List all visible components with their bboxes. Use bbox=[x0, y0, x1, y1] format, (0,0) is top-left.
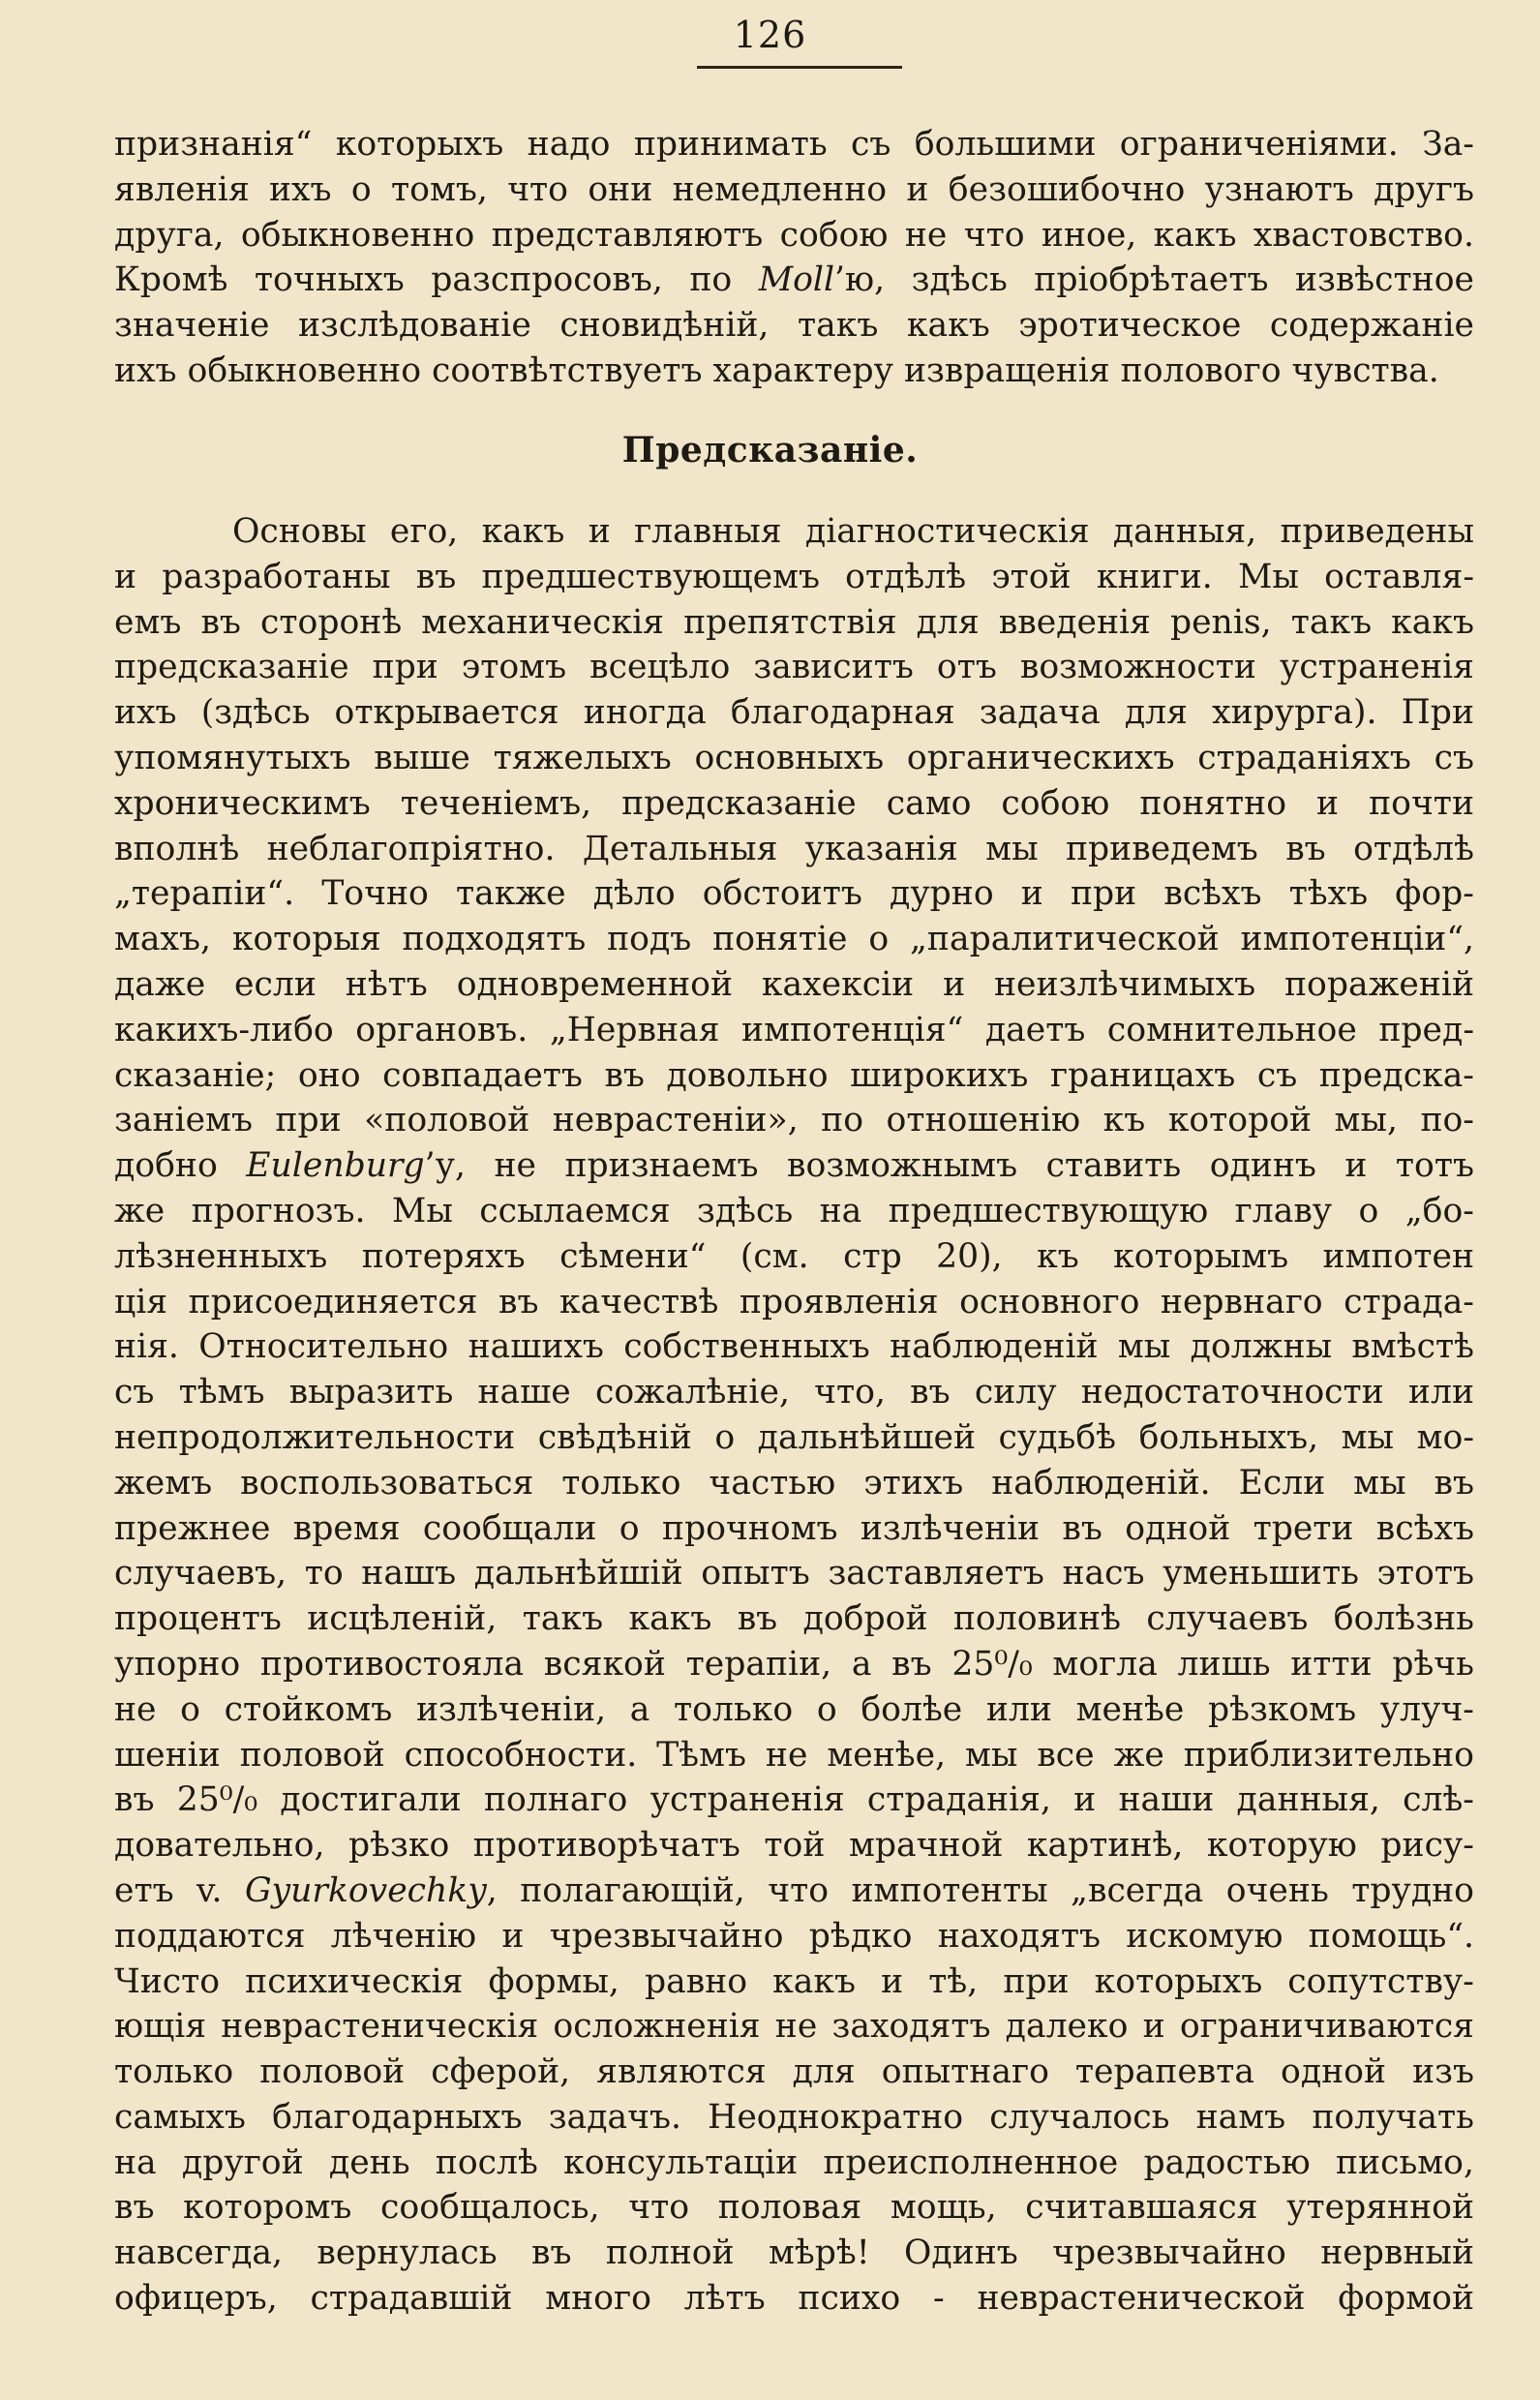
paragraph-2 bbox=[114, 509, 1474, 2322]
text-line: признанія“ которыхъ надо принимать съ большими ограниченіями. За- bbox=[114, 125, 1474, 164]
text-line: не о стойкомъ излѣченіи, а только о болѣе или менѣе рѣзкомъ улуч- bbox=[114, 1689, 1474, 1729]
text-line: процентъ исцѣленій, такъ какъ въ доброй половинѣ случаевъ болѣзнь bbox=[114, 1599, 1474, 1639]
text-line: поддаются лѣченію и чрезвычайно рѣдко находятъ искомую помощь“. bbox=[114, 1916, 1474, 1956]
text-line: ція присоединяется въ качествѣ проявленія основного нервнаго страда- bbox=[114, 1282, 1474, 1322]
text-line: лѣзненныхъ потеряхъ сѣмени“ (см. стр 20), къ которымъ импотен bbox=[114, 1236, 1474, 1276]
text-line: предсказаніе при этомъ всецѣло зависитъ отъ возможности устраненія bbox=[114, 648, 1474, 687]
text-line: Чисто психическія формы, равно какъ и тѣ, при которыхъ сопутству- bbox=[114, 1961, 1474, 2001]
text-line: шеніи половой способности. Тѣмъ не менѣе, мы все же приблизительно bbox=[114, 1735, 1474, 1775]
text-line: довательно, рѣзко противорѣчатъ той мрачной картинѣ, которую рису- bbox=[114, 1826, 1474, 1866]
text-line: ющія неврастеническія осложненія не заходятъ далеко и ограничиваются bbox=[114, 2007, 1474, 2047]
text-line: самыхъ благодарныхъ задачъ. Неоднократно случалось намъ получать bbox=[114, 2097, 1474, 2137]
text-line: Кромѣ точныхъ разспросовъ, по Moll’ю, здѣсь пріобрѣтаетъ извѣстное bbox=[114, 260, 1474, 300]
paragraph-1 bbox=[114, 122, 1474, 394]
text-line: жемъ воспользоваться только частью этихъ наблюденій. Если мы въ bbox=[114, 1463, 1474, 1503]
page-number-rule bbox=[697, 66, 902, 69]
text-line: друга, обыкновенно представляютъ собою не что иное, какъ хвастовство. bbox=[114, 215, 1474, 255]
text-line: етъ v. Gyurkovechky, полагающій, что импотенты „всегда очень трудно bbox=[114, 1870, 1474, 1910]
text-line: ихъ обыкновенно соотвѣтствуетъ характеру извращенія полового чувства. bbox=[114, 350, 1439, 390]
text-line: случаевъ, то нашъ дальнѣйшій опытъ заставляетъ насъ уменьшить этотъ bbox=[114, 1554, 1474, 1594]
text-line: какихъ-либо органовъ. „Нервная импотенція“ даетъ сомнительное пред- bbox=[114, 1010, 1474, 1049]
text-line: навсегда, вернулась въ полной мѣрѣ! Одинъ чрезвычайно нервный bbox=[114, 2233, 1474, 2273]
text-line: Основы его, какъ и главныя діагностическія данныя, приведены bbox=[232, 512, 1474, 551]
section-heading: Предсказаніе. bbox=[621, 430, 919, 471]
text-line: офицеръ, страдавшій много лѣтъ психо - неврастенической формой bbox=[114, 2279, 1474, 2319]
text-line: и разработаны въ предшествующемъ отдѣлѣ этой книги. Мы оставля- bbox=[114, 557, 1474, 596]
text-line: ихъ (здѣсь открывается иногда благодарная задача для хирурга). При bbox=[114, 693, 1474, 733]
text-line: упомянутыхъ выше тяжелыхъ основныхъ органическихъ страданіяхъ съ bbox=[114, 738, 1474, 777]
text-line: емъ въ сторонѣ механическія препятствія для введенія penis, такъ какъ bbox=[114, 602, 1474, 642]
text-line: добно Eulenburg’у, не признаемъ возможнымъ ставить одинъ и тотъ bbox=[114, 1146, 1474, 1186]
text-line: „терапіи“. Точно также дѣло обстоитъ дурно и при всѣхъ тѣхъ фор- bbox=[114, 874, 1474, 914]
text-line: только половой сферой, являются для опытнаго терапевта одной изъ bbox=[114, 2052, 1474, 2092]
text-line: непродолжительности свѣдѣній о дальнѣйшей судьбѣ больныхъ, мы мо- bbox=[114, 1417, 1474, 1457]
text-line: значеніе изслѣдованіе сновидѣній, такъ какъ эротическое содержаніе bbox=[114, 306, 1474, 346]
text-line: на другой день послѣ консультаціи преисполненное радостью письмо, bbox=[114, 2142, 1474, 2182]
text-line: хроническимъ теченіемъ, предсказаніе само собою понятно и почти bbox=[114, 783, 1474, 823]
text-line: заніемъ при «половой неврастеніи», по отношенію къ которой мы, по- bbox=[114, 1101, 1474, 1140]
text-line: съ тѣмъ выразить наше сожалѣніе, что, въ силу недостаточности или bbox=[114, 1373, 1474, 1413]
text-line: въ 25⁰/₀ достигали полнаго устраненія страданія, и наши данныя, слѣ- bbox=[114, 1780, 1474, 1820]
text-line: въ которомъ сообщалось, что половая мощь, считавшаяся утерянной bbox=[114, 2188, 1474, 2228]
text-line: же прогнозъ. Мы ссылаемся здѣсь на предшествующую главу о „бо- bbox=[114, 1191, 1474, 1230]
text-line: явленія ихъ о томъ, что они немедленно и безошибочно узнаютъ другъ bbox=[114, 169, 1474, 209]
text-line: даже если нѣтъ одновременной кахексіи и неизлѣчимыхъ пораженій bbox=[114, 964, 1474, 1004]
text-line: нія. Относительно нашихъ собственныхъ наблюденій мы должны вмѣстѣ bbox=[114, 1327, 1474, 1367]
text-line: вполнѣ неблагопріятно. Детальныя указанія мы приведемъ въ отдѣлѣ bbox=[114, 829, 1474, 868]
text-line: прежнее время сообщали о прочномъ излѣченіи въ одной трети всѣхъ bbox=[114, 1508, 1474, 1548]
text-line: упорно противостояла всякой терапіи, а въ 25⁰/₀ могла лишь итти рѣчь bbox=[114, 1644, 1474, 1684]
text-line: сказаніе; оно совпадаетъ въ довольно широкихъ границахъ съ предска- bbox=[114, 1055, 1474, 1095]
text-line: махъ, которыя подходятъ подъ понятіе о „паралитической импотенціи“, bbox=[114, 920, 1474, 959]
page-number: 126 bbox=[733, 14, 807, 56]
